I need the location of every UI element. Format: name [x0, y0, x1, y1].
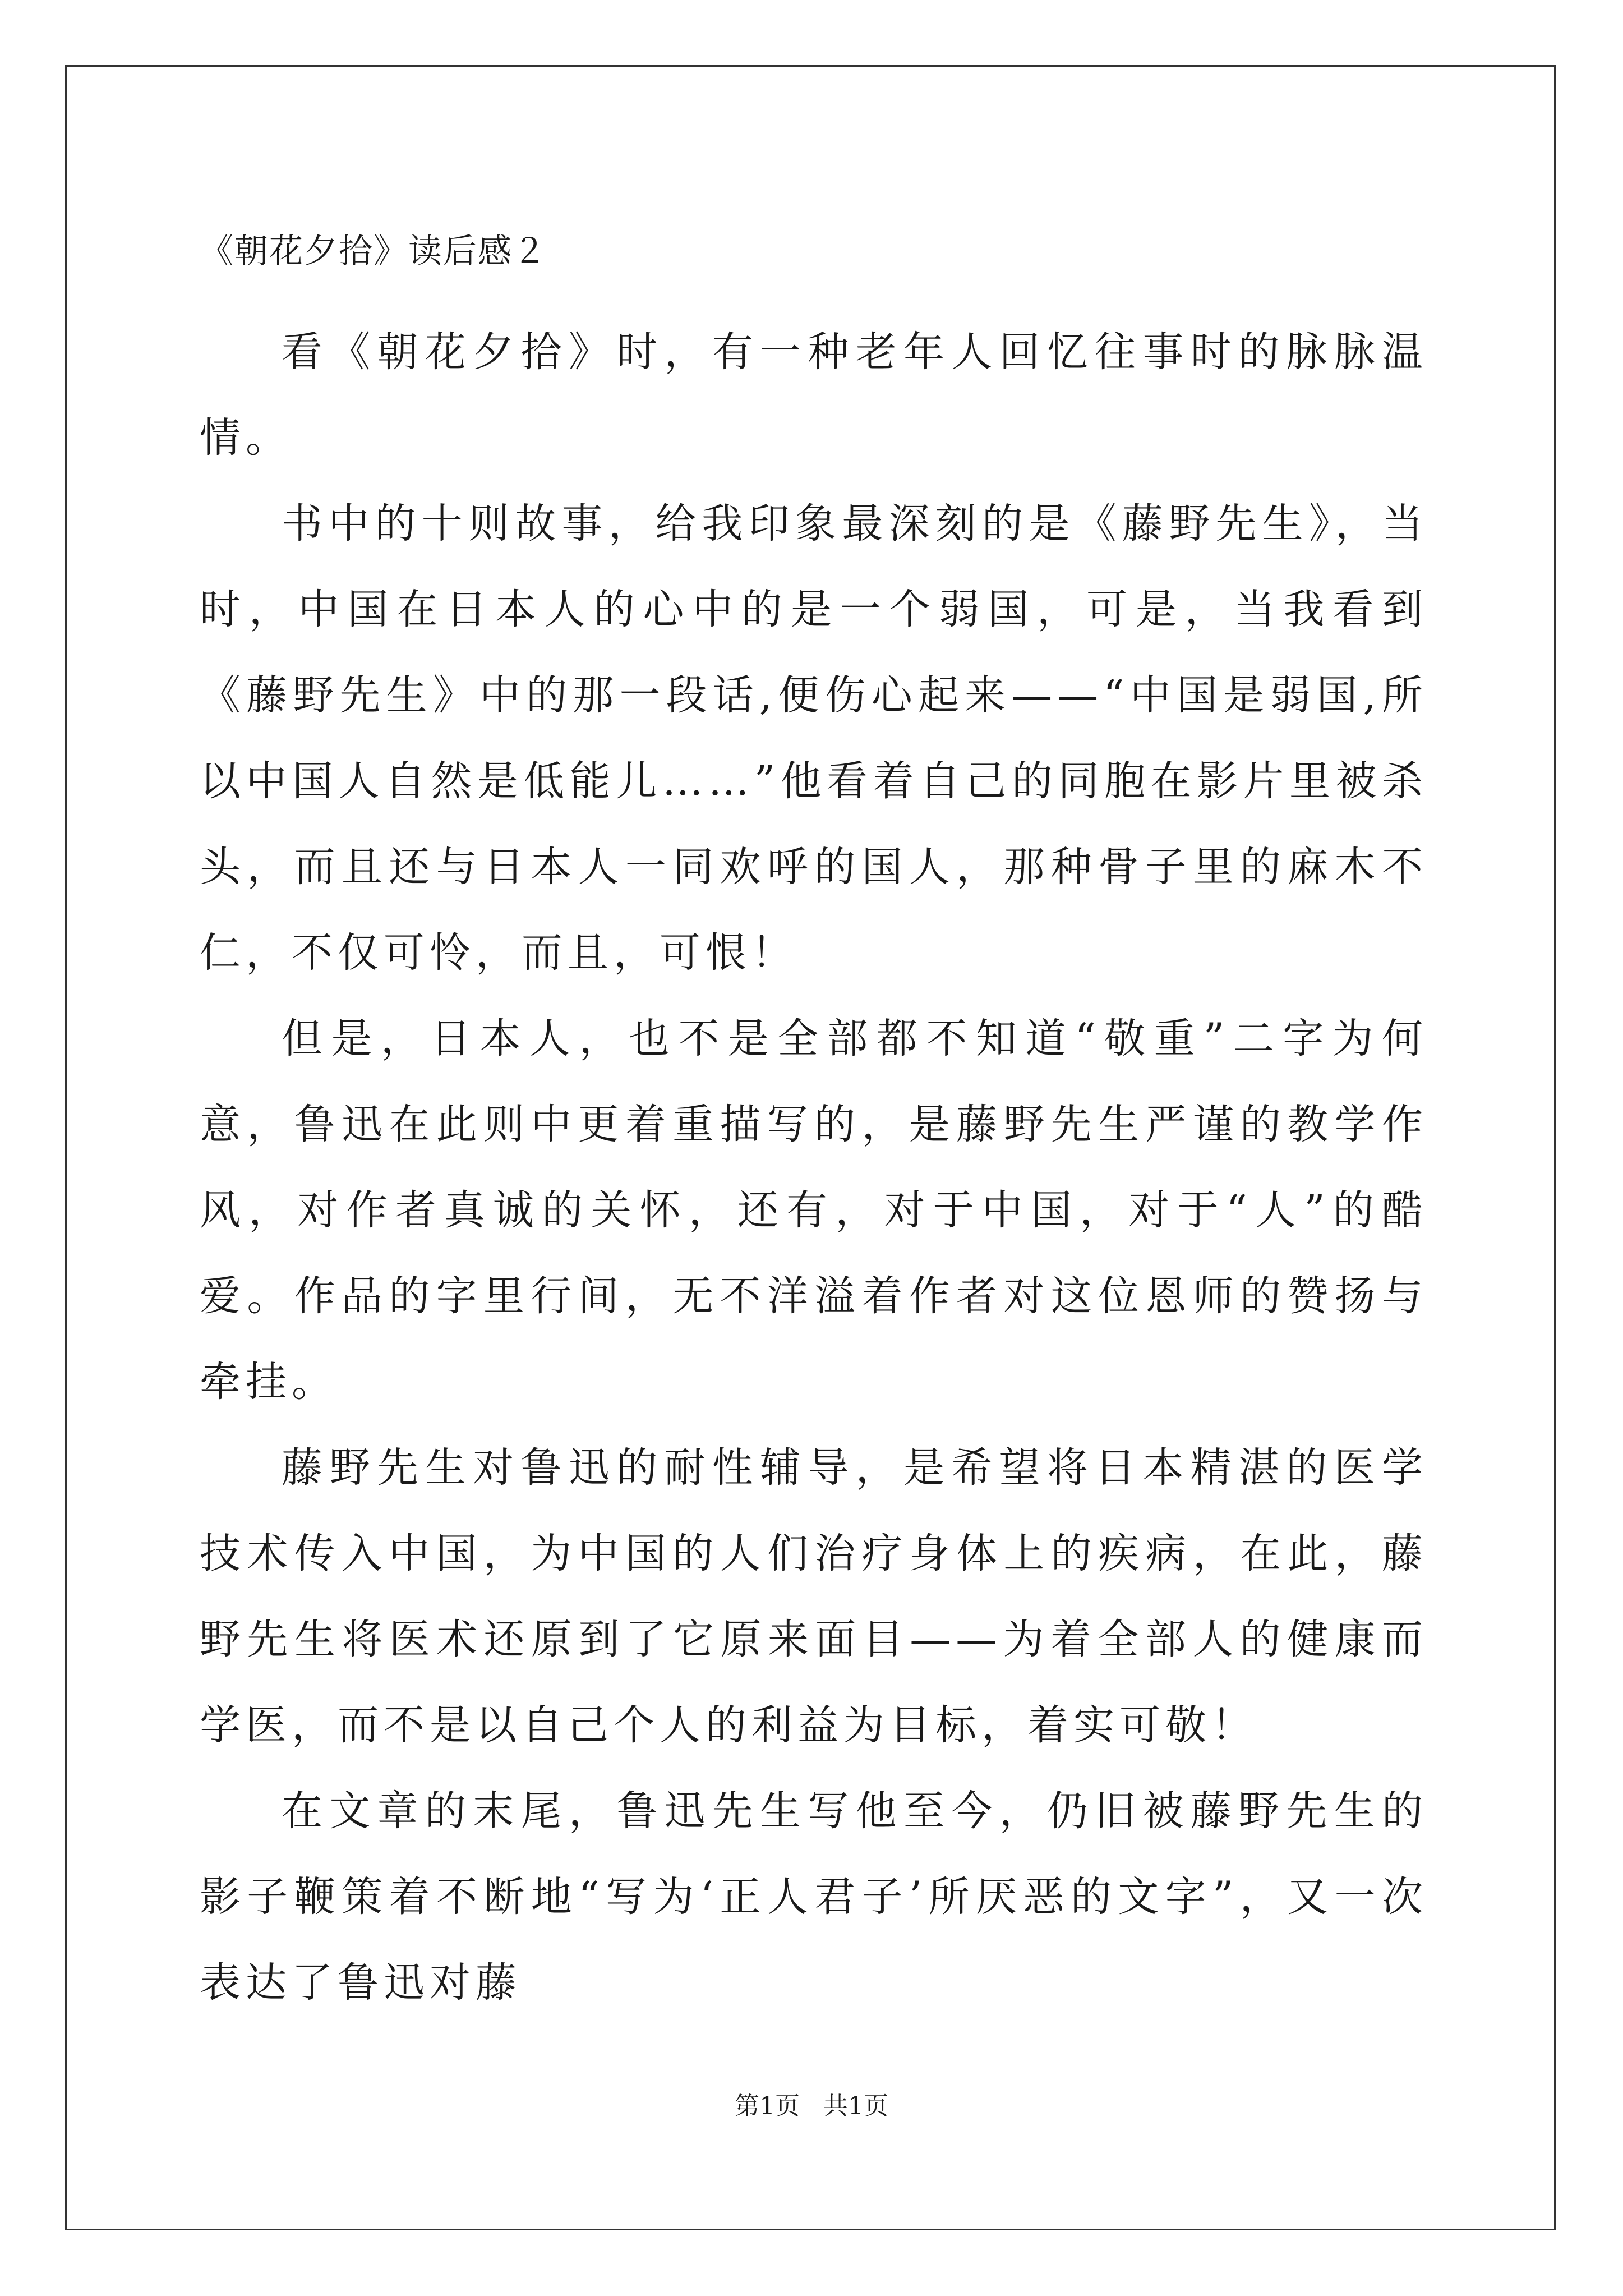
page-footer: 第1页 共1页 — [735, 2092, 888, 2120]
paragraph-1: 看《朝花夕拾》时，有一种老年人回忆往事时的脉脉温情。 — [200, 328, 1428, 462]
paragraph-3: 但是，日本人，也不是全部都不知道“敬重”二字为何意，鲁迅在此则中更着重描写的，是藤野先生严谨的教学作风，对作者真诚的关怀，还有，对于中国，对于“人”的酷爱。作品的字里行间，无不洋溢着作者对这位恩师的赞扬与牵挂。 — [200, 1015, 1428, 1406]
paragraph-5: 在文章的末尾，鲁迅先生写他至今，仍旧被藤野先生的影子鞭策着不断地“写为‘正人君子’所厌恶的文字”，又一次表达了鲁迅对藤 — [200, 1787, 1428, 2007]
paragraph-4: 藤野先生对鲁迅的耐性辅导，是希望将日本精湛的医学技术传入中国，为中国的人们治疗身体上的疾病，在此，藤野先生将医术还原到了它原来面目——为着全部人的健康而学医，而不是以自己个人的利益为目标，着实可敬！ — [200, 1444, 1428, 1749]
paragraph-2: 书中的十则故事，给我印象最深刻的是《藤野先生》，当时，中国在日本人的心中的是一个弱国，可是，当我看到《藤野先生》中的那一段话,便伤心起来——“中国是弱国,所以中国人自然是低能儿……”他看着自己的同胞在影片里被杀头，而且还与日本人一同欢呼的国人，那种骨子里的麻木不仁，不仅可怜，而且，可恨！ — [200, 500, 1428, 977]
document-title: 《朝花夕拾》读后感２ — [200, 232, 547, 271]
document-body — [200, 222, 1428, 2026]
